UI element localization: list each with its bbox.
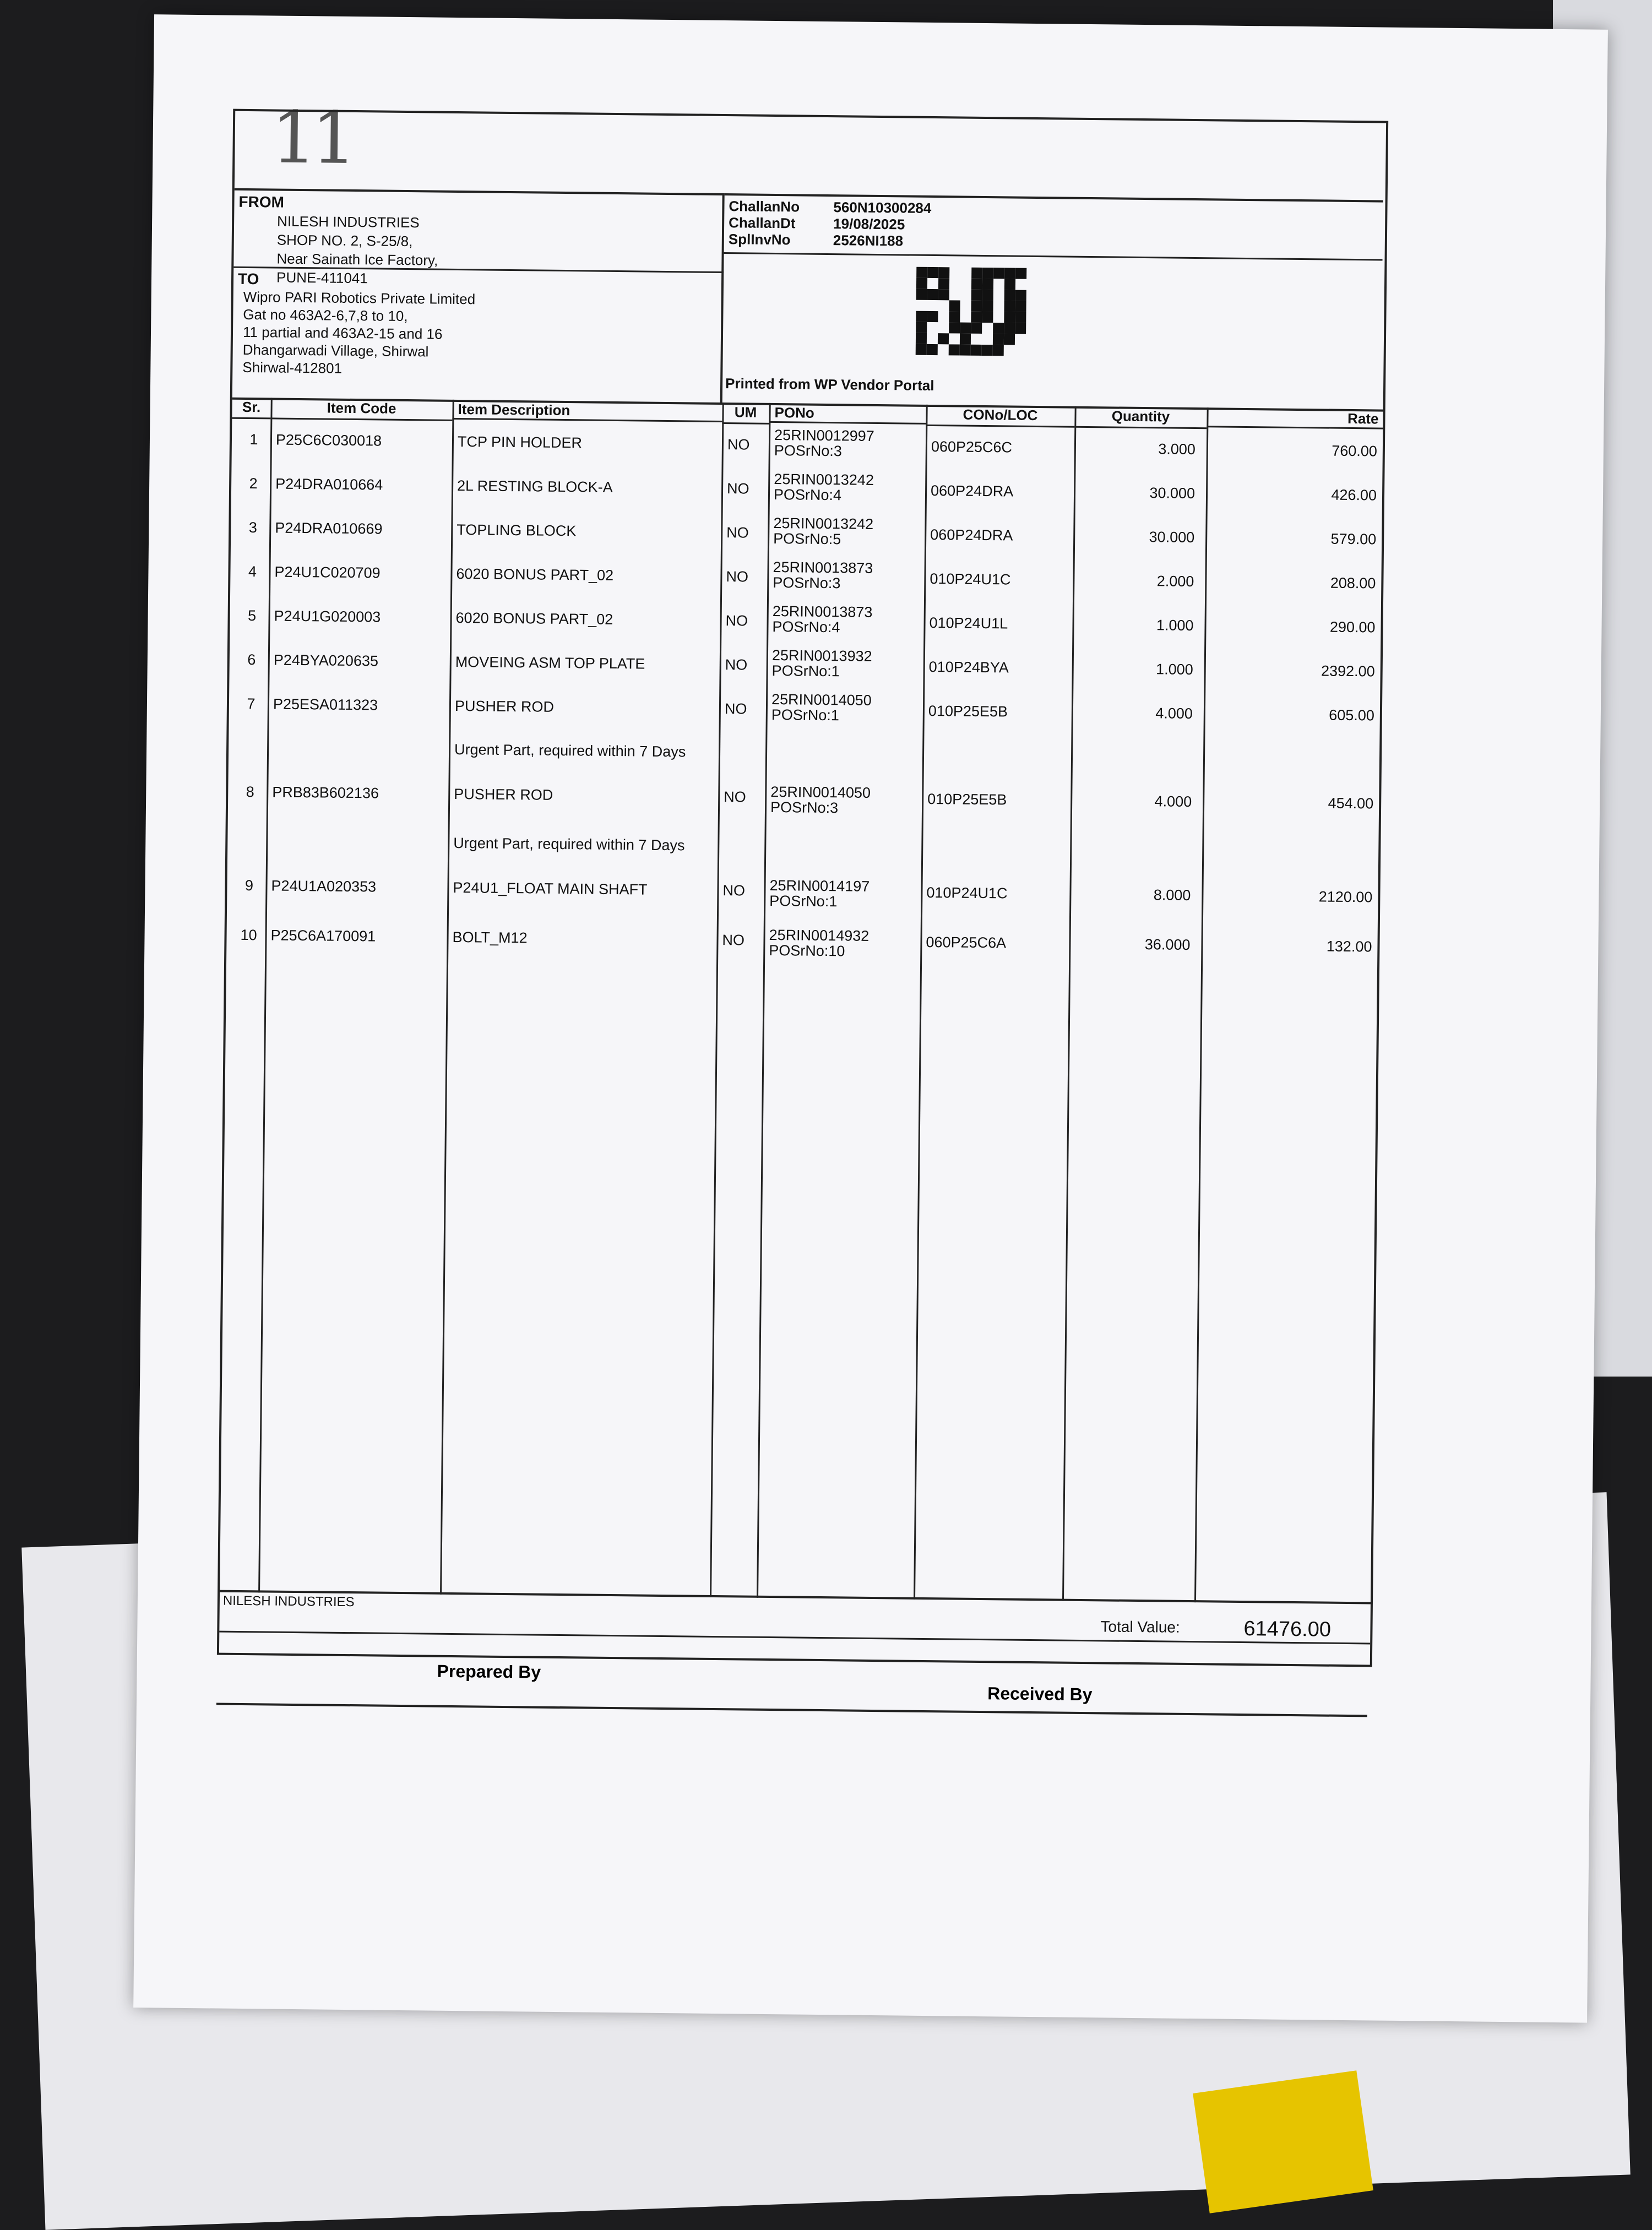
from-label: FROM: [238, 193, 285, 211]
footer-divider: [219, 1631, 1370, 1645]
cell-cono: 060P24DRA: [930, 526, 1013, 544]
cell-item-code: P25C6A170091: [270, 927, 376, 945]
total-value-label: Total Value:: [1100, 1618, 1180, 1636]
cell-quantity: 1.000: [1155, 661, 1193, 678]
header-pono: PONo: [769, 403, 926, 425]
background-yellow-object: [1193, 2070, 1373, 2213]
cell-item-code: PRB83B602136: [272, 784, 379, 802]
header-cono-loc: CONo/LOC: [926, 405, 1074, 428]
total-value: 61476.00: [1243, 1617, 1332, 1641]
from-line: Near Sainath Ice Factory,: [276, 250, 438, 269]
cell-pono: 25RIN0013932: [771, 646, 872, 665]
cell-item-desc: TOPLING BLOCK: [457, 521, 577, 540]
cell-posr: POSrNo:4: [773, 486, 842, 504]
to-line: Dhangarwadi Village, Shirwal: [242, 341, 429, 360]
cell-rate: 579.00: [1330, 530, 1377, 548]
spl-inv-no: 2526NI188: [833, 232, 904, 249]
cell-rate: 426.00: [1331, 486, 1377, 504]
cell-um: NO: [727, 436, 750, 453]
cell-sr: 2: [249, 475, 258, 492]
cell-posr: POSrNo:5: [773, 530, 841, 548]
cell-item-desc: TCP PIN HOLDER: [457, 433, 583, 452]
column-divider: [757, 403, 771, 1598]
cell-um: NO: [726, 524, 749, 541]
cell-um: NO: [726, 568, 749, 585]
cell-cono: 010P25E5B: [928, 702, 1008, 720]
header-quantity: Quantity: [1074, 406, 1207, 429]
cell-posr: POSrNo:1: [771, 706, 840, 724]
received-by: Received By: [987, 1683, 1093, 1705]
cell-um: NO: [724, 700, 747, 717]
cell-sr: 4: [248, 563, 257, 580]
cell-posr: POSrNo:3: [774, 442, 843, 460]
cell-quantity: 2.000: [1156, 573, 1194, 590]
from-line: SHOP NO. 2, S-25/8,: [276, 231, 413, 250]
header-item-description: Item Description: [452, 400, 722, 422]
table-row: [231, 515, 1382, 548]
cell-pono: 25RIN0013242: [774, 471, 874, 488]
cell-sr: 3: [248, 519, 257, 536]
header-um: UM: [722, 403, 769, 425]
column-divider: [914, 405, 928, 1600]
column-divider: [710, 403, 724, 1597]
cell-sr: 8: [246, 784, 254, 801]
cell-item-desc: BOLT_M12: [452, 928, 528, 947]
cell-sr: 5: [247, 607, 257, 624]
cell-quantity: 3.000: [1158, 440, 1196, 458]
cell-quantity: 30.000: [1149, 485, 1195, 502]
cell-posr: POSrNo:4: [772, 618, 840, 636]
column-divider: [440, 400, 454, 1595]
cell-item-desc: PUSHER ROD: [454, 785, 553, 803]
cell-item-code: P24U1C020709: [274, 563, 381, 581]
cell-quantity: 8.000: [1153, 886, 1191, 904]
cell-rate: 605.00: [1329, 706, 1375, 724]
challan-no: 560N10300284: [833, 199, 932, 216]
qr-code-icon: [916, 267, 1027, 356]
cell-cono: 010P25E5B: [927, 790, 1007, 808]
table-row: [227, 926, 1378, 960]
cell-quantity: 36.000: [1144, 936, 1191, 953]
table-row: [231, 471, 1382, 504]
cell-cono: 010P24U1L: [929, 614, 1008, 632]
from-address: [233, 188, 724, 287]
to-label: TO: [237, 270, 259, 288]
cell-item-desc: MOVEING ASM TOP PLATE: [455, 653, 645, 672]
cell-rate: 2120.00: [1318, 888, 1373, 906]
cell-sr: 10: [240, 926, 257, 944]
signature-row: [216, 1659, 1368, 1717]
table-row: [230, 646, 1381, 680]
challan-document: [217, 109, 1388, 1667]
header-item-code: Item Code: [270, 398, 452, 421]
cell-item-code: P24U1G020003: [274, 607, 381, 626]
printed-from-note: Printed from WP Vendor Portal: [725, 375, 934, 394]
to-line: Wipro PARI Robotics Private Limited: [243, 288, 476, 308]
column-divider: [1194, 407, 1209, 1602]
cell-item-desc: 2L RESTING BLOCK-A: [457, 477, 613, 496]
table-row: [230, 602, 1381, 636]
cell-item-desc: PUSHER ROD: [454, 697, 555, 715]
cell-rate: 208.00: [1330, 574, 1376, 592]
cell-rate: 290.00: [1329, 618, 1376, 636]
cell-sr: 1: [249, 431, 258, 448]
cell-sr: 9: [244, 877, 254, 894]
to-line: Gat no 463A2-6,7,8 to 10,: [243, 306, 408, 325]
cell-item-desc: 6020 BONUS PART_02: [455, 609, 613, 628]
header-section: [232, 111, 1386, 412]
cell-item-desc: 6020 BONUS PART_02: [456, 565, 614, 584]
to-address: [232, 268, 724, 403]
cell-um: NO: [725, 612, 748, 629]
challan-no-label: ChallanNo: [729, 198, 800, 215]
cell-quantity: 4.000: [1154, 793, 1192, 810]
item-note: Urgent Part, required within 7 Days: [454, 741, 686, 760]
cell-cono: 060P25C6C: [931, 438, 1013, 456]
cell-item-code: P25ESA011323: [273, 695, 378, 714]
cell-posr: POSrNo:3: [773, 574, 841, 592]
cell-um: NO: [725, 656, 748, 673]
cell-posr: POSrNo:1: [769, 892, 838, 910]
cell-um: NO: [724, 788, 746, 806]
footer-company: NILESH INDUSTRIES: [222, 1593, 355, 1610]
cell-posr: POSrNo:1: [771, 662, 840, 680]
cell-item-desc: P24U1_FLOAT MAIN SHAFT: [453, 879, 648, 898]
cell-um: NO: [726, 480, 749, 497]
cell-sr: 7: [247, 695, 256, 712]
to-line: Shirwal-412801: [242, 358, 343, 377]
cell-um: NO: [722, 882, 746, 899]
cell-rate: 2392.00: [1320, 662, 1375, 680]
cell-um: NO: [722, 932, 745, 949]
cell-quantity: 4.000: [1155, 705, 1193, 722]
cell-pono: 25RIN0013873: [772, 602, 873, 621]
cell-item-code: P25C6C030018: [275, 431, 382, 449]
cell-rate: 454.00: [1328, 795, 1374, 812]
cell-sr: 6: [247, 651, 256, 668]
cell-pono: 25RIN0012997: [774, 427, 874, 444]
cell-pono: 25RIN0014197: [769, 877, 870, 895]
cell-posr: POSrNo:10: [769, 942, 845, 960]
challan-date-label: ChallanDt: [729, 214, 796, 232]
item-note: Urgent Part, required within 7 Days: [453, 834, 685, 854]
table-row: [232, 427, 1383, 460]
table-row: [228, 783, 1379, 817]
cell-cono: 060P25C6A: [926, 933, 1007, 951]
cell-item-code: P24DRA010669: [275, 519, 383, 537]
challan-info: [724, 193, 1383, 261]
from-line: NILESH INDUSTRIES: [276, 213, 420, 231]
cell-item-code: P24BYA020635: [273, 651, 379, 670]
cell-quantity: 1.000: [1156, 617, 1194, 634]
cell-cono: 060P24DRA: [930, 482, 1014, 500]
challan-date: 19/08/2025: [833, 215, 905, 233]
cell-item-code: P24DRA010664: [275, 475, 383, 493]
header-sr: Sr.: [232, 398, 270, 420]
cell-pono: 25RIN0014050: [771, 690, 872, 709]
delivery-challan-page: [133, 14, 1608, 2022]
header-rate: Rate: [1207, 407, 1383, 429]
page-mark: 11: [270, 95, 352, 180]
cell-rate: 760.00: [1332, 442, 1378, 460]
cell-pono: 25RIN0014050: [770, 783, 871, 801]
table-row: [229, 690, 1380, 724]
table-row: [227, 877, 1378, 910]
cell-posr: POSrNo:3: [770, 798, 839, 817]
cell-cono: 010P24U1C: [926, 884, 1008, 902]
to-line: 11 partial and 463A2-15 and 16: [242, 323, 443, 342]
cell-quantity: 30.000: [1149, 529, 1195, 546]
prepared-by: Prepared By: [437, 1661, 541, 1682]
cell-item-code: P24U1A020353: [271, 877, 377, 895]
cell-pono: 25RIN0014932: [769, 926, 870, 944]
table-row: [231, 558, 1382, 592]
cell-cono: 010P24U1C: [930, 570, 1011, 588]
cell-pono: 25RIN0013873: [773, 558, 873, 576]
cell-rate: 132.00: [1326, 938, 1372, 955]
challan-footer: [219, 1590, 1371, 1665]
cell-cono: 010P24BYA: [928, 658, 1009, 676]
spl-inv-no-label: SplInvNo: [728, 231, 791, 248]
from-line: PUNE-411041: [276, 269, 368, 287]
cell-pono: 25RIN0013242: [773, 515, 874, 532]
